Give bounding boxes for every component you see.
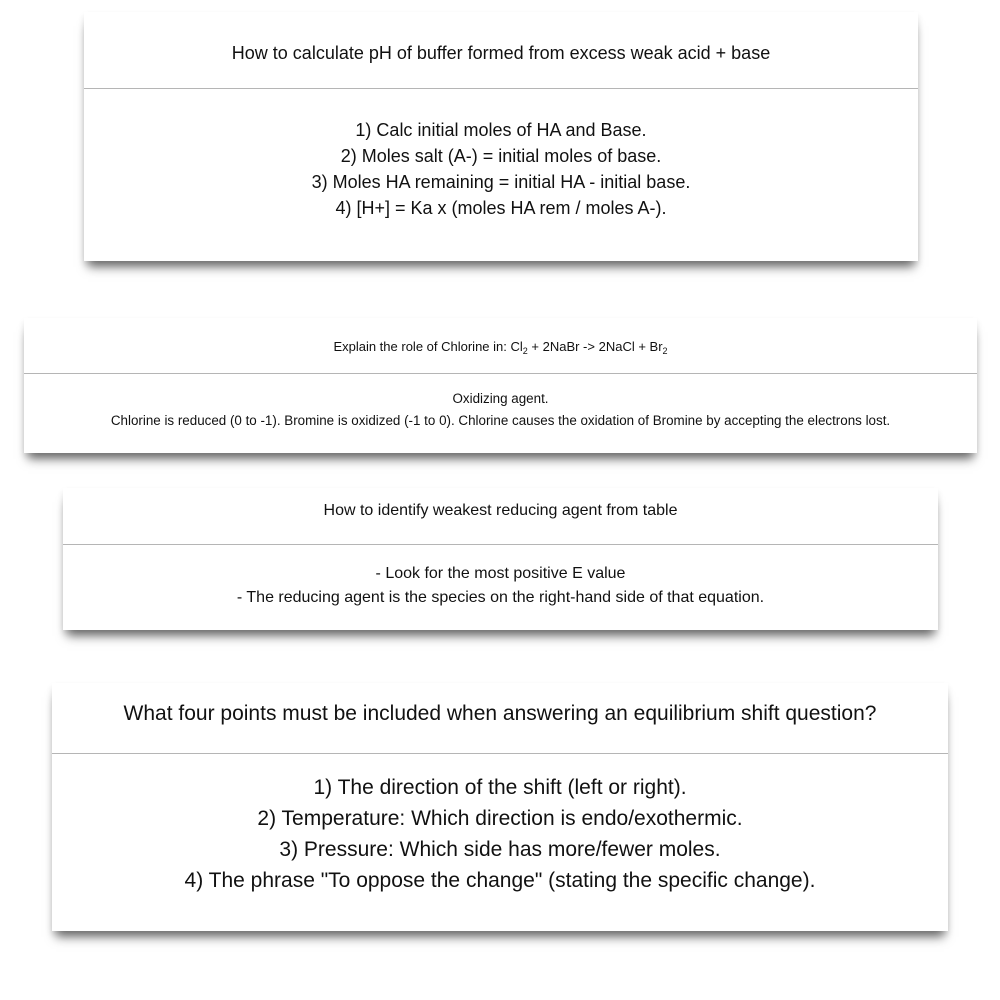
answer-line: 3) Moles HA remaining = initial HA - initial base. (311, 172, 691, 192)
answer-line: Chlorine is reduced (0 to -1). Bromine is oxidized (-1 to 0). Chlorine causes the oxidation of Bromine by accepting the electrons lost. (110, 412, 891, 428)
card-question (84, 12, 918, 89)
answer-line: 2) Temperature: Which direction is endo/exothermic. (257, 806, 743, 830)
question-middle: + 2NaBr -> 2NaCl + Br (527, 339, 663, 354)
flashcard-chlorine-role[interactable] (24, 318, 977, 453)
answer-line: 4) The phrase "To oppose the change" (stating the specific change). (184, 868, 816, 892)
answer-line: 4) [H+] = Ka x (moles HA rem / moles A-). (335, 198, 667, 218)
card-question (63, 488, 938, 545)
subscript: 2 (522, 346, 528, 356)
question-text: How to calculate pH of buffer formed from excess weak acid + base (231, 42, 771, 63)
answer-line: 3) Pressure: Which side has more/fewer moles. (279, 837, 721, 861)
flashcard-buffer-ph[interactable] (84, 12, 918, 261)
flashcard-weakest-reducing-agent[interactable] (63, 488, 938, 630)
flashcard-equilibrium-shift[interactable] (52, 683, 948, 931)
answer-line: - Look for the most positive E value (375, 564, 626, 582)
card-question (52, 683, 948, 754)
answer-line: - The reducing agent is the species on the right-hand side of that equation. (236, 588, 765, 606)
card-answer (24, 374, 977, 453)
question-prefix: Explain the role of Chlorine in: Cl (333, 339, 523, 354)
card-question (24, 318, 977, 374)
card-answer (52, 754, 948, 931)
answer-line: 1) The direction of the shift (left or right). (313, 775, 687, 799)
question-text: What four points must be included when answering an equilibrium shift question? (123, 702, 877, 725)
card-answer (63, 545, 938, 630)
answer-line: 1) Calc initial moles of HA and Base. (355, 120, 647, 140)
answer-line: Oxidizing agent. (452, 390, 549, 406)
subscript: 2 (662, 346, 668, 356)
card-answer (84, 89, 918, 261)
question-text (333, 339, 667, 354)
question-text: How to identify weakest reducing agent from table (323, 502, 678, 519)
answer-line: 2) Moles salt (A-) = initial moles of base. (340, 146, 662, 166)
